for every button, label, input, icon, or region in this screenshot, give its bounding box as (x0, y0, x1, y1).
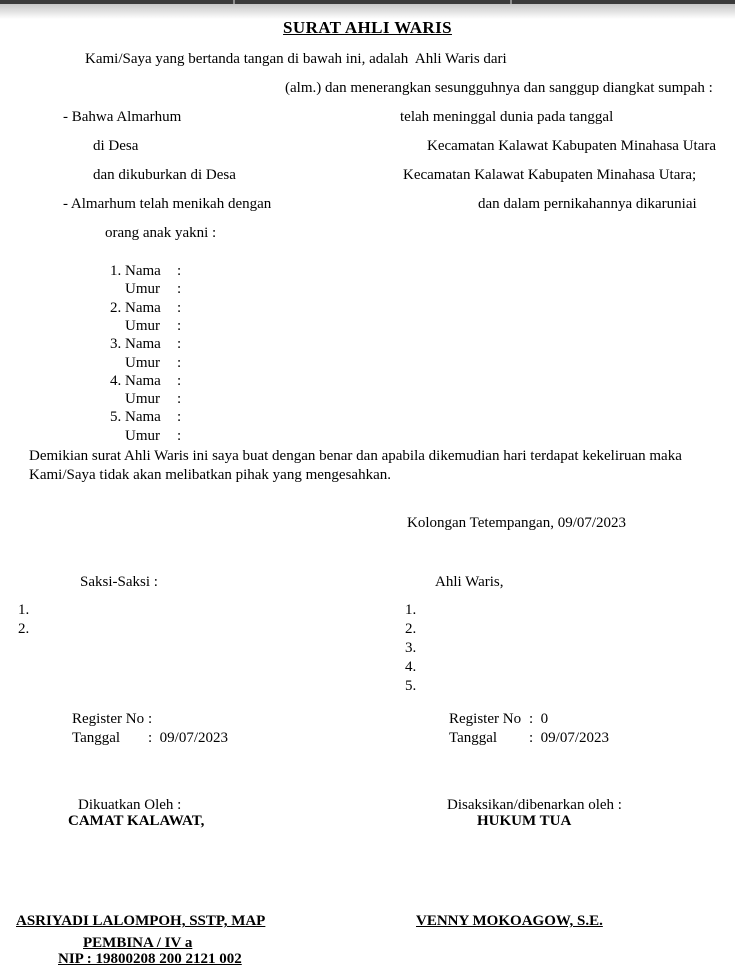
register-label: Register No (72, 711, 145, 727)
register-left-line2 (72, 731, 228, 746)
child-row-colon: : (177, 409, 182, 425)
child-row-number: 2. (110, 300, 122, 316)
dateline: Kolongan Tetempangan, 09/07/2023 (407, 515, 627, 531)
child-row-colon: : (177, 391, 182, 407)
saksi-heading: Saksi-Saksi : (80, 574, 158, 590)
child-row-colon: : (177, 373, 182, 389)
child-row-label: Umur (125, 428, 160, 444)
closing-paragraph: Demikian surat Ahli Waris ini saya buat dengan benar dan apabila dikemudian hari terdapat kekeliruan maka Kami/Saya tidak akan melibatkan pihak yang mengesahkan. (29, 448, 682, 483)
toolbar-shadow (0, 4, 735, 19)
child-row-label: Nama (125, 300, 161, 316)
child-row-label: Nama (125, 263, 161, 279)
hukum-tua-name: VENNY MOKOAGOW, S.E. (416, 913, 603, 929)
ahli-number: 1. (405, 602, 417, 618)
child-row-colon: : (177, 336, 182, 352)
register-label: Register No (449, 711, 522, 727)
intro-line-1: Kami/Saya yang bertanda tangan di bawah ini, adalah Ahli Waris dari (85, 51, 507, 67)
register-right-line1 (449, 712, 548, 727)
register-value: 09/07/2023 (540, 730, 610, 746)
ahli-number: 3. (405, 640, 417, 656)
camat-title: CAMAT KALAWAT, (68, 813, 205, 829)
register-colon: : (148, 711, 153, 727)
child-row-colon: : (177, 281, 182, 297)
statement-menikah-left: - Almarhum telah menikah dengan (63, 196, 272, 212)
child-row-label: Umur (125, 281, 160, 297)
register-left-line1 (72, 712, 156, 727)
register-colon: : (148, 730, 153, 746)
statement-kubur-right: Kecamatan Kalawat Kabupaten Minahasa Utara; (403, 167, 697, 183)
statement-menikah-right: dan dalam pernikahannya dikaruniai (478, 196, 697, 212)
register-value: 09/07/2023 (159, 730, 229, 746)
child-row-label: Umur (125, 355, 160, 371)
saksi-number: 2. (18, 621, 30, 637)
ahli-number: 4. (405, 659, 417, 675)
register-label: Tanggal (449, 730, 498, 746)
hukum-tua-title: HUKUM TUA (477, 813, 572, 829)
saksi-number: 1. (18, 602, 30, 618)
child-row-colon: : (177, 300, 182, 316)
register-label: Tanggal (72, 730, 121, 746)
document-title: SURAT AHLI WARIS (283, 18, 452, 37)
ahli-number: 5. (405, 678, 417, 694)
statement-bahwa-left: - Bahwa Almarhum (63, 109, 182, 125)
child-row-number: 3. (110, 336, 122, 352)
child-row-number: 5. (110, 409, 122, 425)
statement-anak: orang anak yakni : (105, 225, 217, 241)
register-colon: : (529, 711, 534, 727)
ahli-number: 2. (405, 621, 417, 637)
register-colon: : (529, 730, 534, 746)
camat-name: ASRIYADI LALOMPOH, SSTP, MAP (16, 913, 266, 929)
dikuatkan-heading: Dikuatkan Oleh : (78, 797, 182, 813)
camat-nip: NIP : 19800208 200 2121 002 (58, 951, 242, 967)
child-row-colon: : (177, 318, 182, 334)
child-row-colon: : (177, 428, 182, 444)
child-row-colon: : (177, 355, 182, 371)
child-row-label: Nama (125, 373, 161, 389)
child-row-label: Umur (125, 318, 160, 334)
statement-desa-left: di Desa (93, 138, 139, 154)
camat-rank: PEMBINA / IV a (83, 935, 193, 951)
child-row-number: 4. (110, 373, 122, 389)
statement-desa-right: Kecamatan Kalawat Kabupaten Minahasa Utara (427, 138, 717, 154)
register-right-line2 (449, 731, 609, 746)
statement-bahwa-right: telah meninggal dunia pada tanggal (400, 109, 614, 125)
child-row-number: 1. (110, 263, 122, 279)
child-row-label: Umur (125, 391, 160, 407)
ahli-waris-heading: Ahli Waris, (435, 574, 504, 590)
child-row-label: Nama (125, 336, 161, 352)
child-row-label: Nama (125, 409, 161, 425)
statement-kubur-left: dan dikuburkan di Desa (93, 167, 236, 183)
intro-line-2: (alm.) dan menerangkan sesungguhnya dan sanggup diangkat sumpah : (285, 80, 713, 96)
register-value: 0 (540, 711, 549, 727)
child-row-colon: : (177, 263, 182, 279)
disaksikan-heading: Disaksikan/dibenarkan oleh : (447, 797, 622, 813)
